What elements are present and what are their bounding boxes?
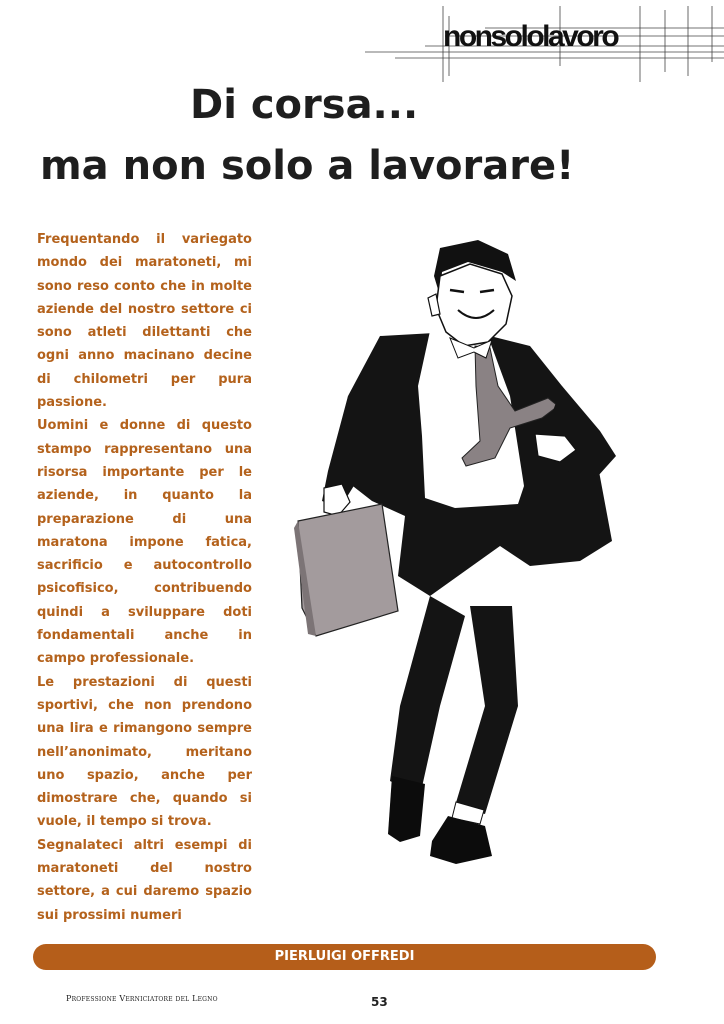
article-body	[37, 228, 252, 927]
page-number: 53	[371, 995, 388, 1009]
face	[436, 264, 512, 346]
back-leg	[390, 596, 465, 796]
back-shoe	[388, 776, 425, 842]
headline-line-1: Di corsa...	[190, 82, 419, 128]
front-leg	[455, 606, 518, 814]
paragraph: Le prestazioni di questi sportivi, che non prendono una lira e rimangono sempre nell’anonimato, meritano uno spazio, anche per dimostrare che, quando si vuole, il tempo si trova.	[37, 674, 252, 830]
headline-line-2: ma non solo a lavorare!	[40, 143, 575, 189]
briefcase	[298, 504, 398, 636]
running-businessman-illustration	[280, 236, 630, 876]
front-shoe	[430, 816, 492, 864]
paragraph: Uomini e donne di questo stampo rappresentano una risorsa importante per le aziende, in quanto la preparazione di una maratona impone fatica, sacrificio e autocontrollo psicofisico, contribuendo quindi a sviluppare doti fondamentali anche in campo professionale.	[37, 418, 252, 667]
section-title: nonsololavoro	[443, 20, 618, 53]
magazine-name: Professione Verniciatore del Legno	[66, 994, 218, 1003]
author-name: PIERLUIGI OFFREDI	[274, 949, 415, 964]
paragraph: Segnalateci altri esempi di maratoneti del nostro settore, a cui daremo spazio sui prossimi numeri	[37, 837, 252, 923]
paragraph: Frequentando il variegato mondo dei maratoneti, mi sono reso conto che in molte aziende del nostro settore ci sono atleti dilettanti che ogni anno macinano decine di chilometri per pura passione.	[37, 232, 252, 411]
section-masthead	[365, 6, 724, 82]
author-bar	[33, 944, 656, 970]
